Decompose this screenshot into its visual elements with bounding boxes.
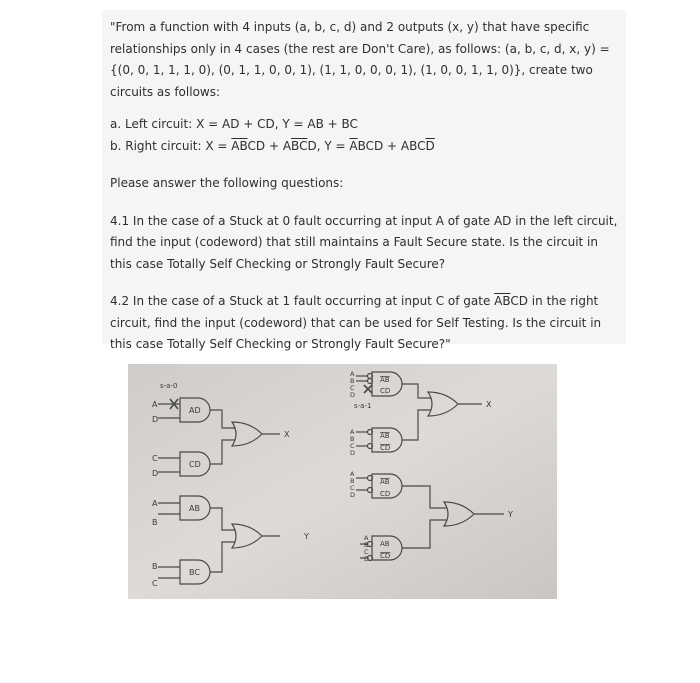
- input-c: C: [350, 384, 355, 392]
- output-y-right: Y: [508, 510, 513, 519]
- question-4-2: [110, 291, 618, 356]
- gate-r3-bottom: CD: [380, 490, 391, 498]
- input-c: C: [350, 442, 355, 450]
- input-b: B: [364, 541, 369, 549]
- plus-sign: +: [383, 138, 401, 153]
- instruction-text: Please answer the following questions:: [110, 176, 344, 190]
- output-x-left: X: [284, 430, 290, 439]
- input-c: C: [350, 484, 355, 492]
- right-circuit-prefix: b. Right circuit: X =: [110, 138, 232, 153]
- gate-r1-bottom: CD: [380, 387, 391, 395]
- term-abar: $\overline{A}$: [349, 138, 358, 153]
- gate-r4-top: AB: [380, 540, 390, 548]
- gate-r2-top: AB: [380, 432, 390, 440]
- gate-r2-bottom: CD: [380, 444, 391, 452]
- gate-r3-top: AB: [380, 478, 390, 486]
- right-circuit-line: [110, 136, 618, 158]
- term-abar-bbar: $\overline{AB}$: [231, 138, 248, 153]
- input-a: A: [152, 499, 158, 508]
- input-a: A: [364, 534, 369, 542]
- gate-label-cd: CD: [189, 460, 201, 469]
- input-b: B: [152, 518, 158, 527]
- input-d: D: [350, 449, 356, 457]
- term-cd: CD: [247, 138, 266, 153]
- input-a: A: [152, 400, 158, 409]
- input-d: D: [152, 469, 159, 478]
- gate-r1-top: AB: [380, 376, 390, 384]
- input-c: C: [364, 548, 369, 556]
- input-a: A: [350, 428, 355, 436]
- output-x-right: X: [486, 400, 492, 409]
- term-bcd: BCD: [357, 138, 384, 153]
- left-circuit-line: [110, 114, 618, 136]
- input-d: D: [152, 415, 159, 424]
- input-b: B: [350, 477, 355, 485]
- output-y-left: Y: [304, 532, 309, 541]
- input-d: D: [350, 491, 356, 499]
- q42-text-a: 4.2 In the case of a Stuck at 1 fault occurring at input C of gate: [110, 294, 495, 308]
- question-panel: [102, 10, 626, 351]
- gate-label-ad: AD: [189, 406, 201, 415]
- term-bbar: $\overline{B}$: [291, 138, 300, 153]
- gate-label-bc: BC: [189, 568, 200, 577]
- left-circuit-text: a. Left circuit: X = AD + CD, Y = AB + BC: [110, 117, 358, 131]
- input-d: D: [364, 555, 370, 563]
- input-d: D: [350, 391, 356, 399]
- term-dbar: $\overline{D}$: [425, 138, 435, 153]
- gate-label-ab: AB: [189, 504, 200, 513]
- gate-r4-bottom: CD: [380, 552, 391, 560]
- fault-label-right: s-a-1: [354, 402, 372, 410]
- question-intro: "From a function with 4 inputs (a, b, c, d) and 2 outputs (x, y) that have specific relationships only in 4 cases (the rest are Don't Care), as follows: (a, b, c, d, x, y) = {(0, 0, 1, 1, 1, 0), (0, 1, 1, 0, 0, 1), (1, 1, 0, 0, 0, 1), (1, 0, 0, 1, 1, 0)}, create two circuits as follows:: [110, 20, 610, 99]
- input-a: A: [350, 370, 355, 378]
- plus-sign: +: [265, 138, 283, 153]
- input-c: C: [152, 579, 158, 588]
- input-c: C: [152, 454, 158, 463]
- input-b: B: [350, 377, 355, 385]
- input-b: B: [152, 562, 158, 571]
- circuit-photo: [128, 364, 557, 599]
- term-d: D: [307, 138, 317, 153]
- term-abc: ABC: [400, 138, 426, 153]
- fault-label-left: s-a-0: [160, 382, 178, 390]
- q42-text-b: CD in the right circuit, find the input (codeword) that can be used for Self Testing. Is the circuit in this case Totally Self Checking or Strongly Fault Secure?": [110, 294, 602, 351]
- input-b: B: [350, 435, 355, 443]
- circuit-diagram: [128, 364, 557, 599]
- question-4-1: 4.1 In the case of a Stuck at 0 fault occurring at input A of gate AD in the left circuit, find the input (codeword) that still maintains a Fault Secure state. Is the circuit in this case Totally Self Checking or Strongly Fault Secure?: [110, 213, 618, 271]
- term-cbar: $\overline{C}$: [299, 138, 308, 153]
- input-a: A: [350, 470, 355, 478]
- term-a: A: [282, 138, 292, 153]
- q42-gate-overline: $\overline{AB}$: [494, 294, 511, 308]
- y-prefix: , Y =: [316, 138, 350, 153]
